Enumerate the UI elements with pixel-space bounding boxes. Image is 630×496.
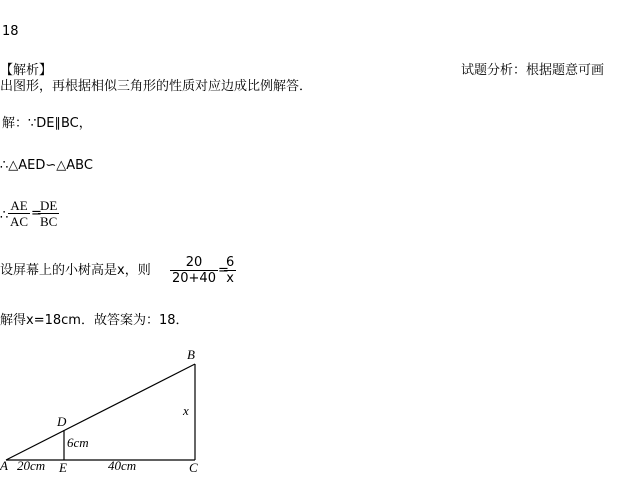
setup-equals: = xyxy=(218,263,229,278)
label-de-length: 6cm xyxy=(67,435,89,450)
similar-triangles-figure xyxy=(0,340,220,480)
analysis-intro-continued: 出图形，再根据相似三角形的性质对应边成比例解答． xyxy=(0,79,313,94)
setup-numerator-6: 6 xyxy=(226,255,235,270)
ratio-prefix: ∴ xyxy=(0,208,9,223)
label-ec-length: 40cm xyxy=(108,458,137,473)
setup-text: 设屏幕上的小树高是x，则 xyxy=(0,263,151,278)
ratio-equals: = xyxy=(31,206,42,221)
analysis-intro-right: 试题分析：根据题意可画 xyxy=(461,63,605,78)
ratio-denominator-bc: BC xyxy=(40,214,58,229)
label-c: C xyxy=(189,460,198,475)
setup-fraction-left xyxy=(170,255,218,286)
label-b: B xyxy=(187,347,195,362)
ratio-numerator-de: DE xyxy=(40,198,58,213)
ratio-numerator-ae: AE xyxy=(8,198,30,214)
similar-triangles-statement: ∴△AED∽△ABC xyxy=(0,158,93,173)
setup-denominator-x: x xyxy=(226,271,234,286)
label-bc-length: x xyxy=(183,403,189,418)
label-e: E xyxy=(59,460,67,475)
ratio-denominator-ac: AC xyxy=(10,214,29,229)
setup-numerator-20: 20 xyxy=(170,255,218,271)
ratio-fraction-de-bc xyxy=(38,198,59,229)
segment-ab xyxy=(6,364,195,460)
result-statement: 解得x=18cm．故答案为：18． xyxy=(0,313,189,328)
ratio-fraction-ae-ac xyxy=(8,198,30,229)
solution-given: 解：∵DE∥BC， xyxy=(2,116,92,131)
setup-fraction-right xyxy=(224,255,236,286)
label-a: A xyxy=(0,458,8,473)
setup-denominator-20-40: 20+40 xyxy=(172,271,216,286)
answer-value: 18 xyxy=(2,24,19,39)
label-ae-length: 20cm xyxy=(17,458,46,473)
analysis-header: 【解析】 xyxy=(0,63,53,78)
label-d: D xyxy=(57,414,67,429)
